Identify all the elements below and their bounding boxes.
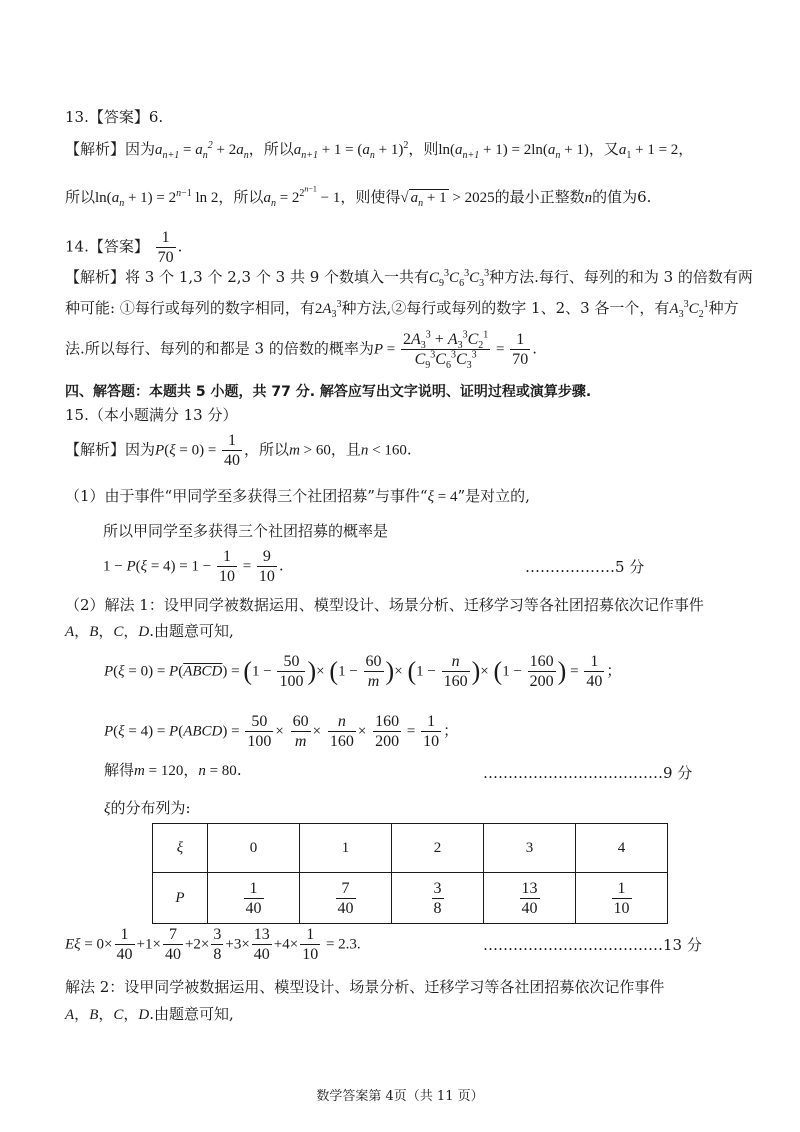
table-head-p: P <box>153 873 208 924</box>
q15-part1: （1）由于事件“甲同学至多获得三个社团招募”与事件“ξ = 4”是对立的, <box>65 487 530 505</box>
q14-line1: 【解析】将 3 个 1,3 个 2,3 个 3 共 9 个数填入一共有$C_9^3C_6^3C_3^3$种方法.每行、每列的和为 3 的倍数有两 <box>65 268 753 289</box>
q15-part1-formula: 1 − P(ξ = 4) = 1 − $\frac{1}{10}$ = $\frac{9}{10}$ . <box>103 548 284 585</box>
formula-p0: P(ξ = 0) = P(ABCD) = (1 − $\frac{50}{100}$ )× (1 − $\frac{60}{m}$ )× (1 − $\frac{n}{160}$ )× (1 − $\frac{160}{200}$ ) = $\frac{1}{40}$ ； <box>104 653 622 690</box>
q14-answer-fraction: $\frac{1}{70}$ <box>157 229 174 266</box>
q14-line3: 法.所以每行、每列的和都是 3 的倍数的概率为P = $\frac{2A_3^3 + A_3^3C_2^1}{C_9^3C_6^3C_3^3}$ = $\frac{1}{70}$ . <box>65 329 538 372</box>
table-cell: 3 <box>484 824 576 873</box>
q13-line1: 【解析】因为$a_{n+1} = a_n^2 + 2a_n$，所以$a_{n+1} + 1 = (a_n + 1)^2$，则$\ln(a_{n+1} + 1) = 2\ln(a_n + 1)$，又$a_1 + 1 = 2$， <box>65 140 694 161</box>
expectation-formula: Eξ = 0× $\frac{1}{40}$ +1× $\frac{7}{40}$ +2× $\frac{3}{8}$ +3× $\frac{13}{40}$ +4× $\frac{1}{10}$ = 2.3. <box>65 926 361 963</box>
table-row <box>153 873 668 924</box>
score-9: ………………………………9 分 <box>483 764 693 782</box>
table-cell: $\frac{1}{10}$ <box>576 873 668 924</box>
q15-part2-events: A，B，C，D.由题意可知, <box>65 622 234 640</box>
q15-title: 15.（本小题满分 13 分） <box>65 406 238 424</box>
distribution-table <box>152 823 668 924</box>
table-cell: $\frac{1}{40}$ <box>208 873 300 924</box>
q15-line1: 【解析】因为P(ξ = 0) = $\frac{1}{40}$ ，所以m > 60，且n < 160. <box>65 432 412 469</box>
page-footer: 数学答案第 4页（共 11 页） <box>316 1089 484 1104</box>
score-5: ………………5 分 <box>525 558 645 576</box>
table-row <box>153 824 668 873</box>
formula-p4: P(ξ = 4) = P(ABCD) = $\frac{50}{100}$ × $\frac{60}{m}$ × $\frac{n}{160}$ × $\frac{160}{200}$ = $\frac{1}{10}$ ； <box>104 713 459 750</box>
solve-line: 解得m = 120，n = 80. <box>104 761 242 779</box>
table-cell: 4 <box>576 824 668 873</box>
dist-intro: ξ的分布列为: <box>104 799 191 817</box>
table-cell: $\frac{7}{40}$ <box>300 873 392 924</box>
score-13: ………………………………13 分 <box>483 936 702 954</box>
table-cell: 2 <box>392 824 484 873</box>
method2-line2: A，B，C，D.由题意可知, <box>65 1005 234 1023</box>
table-cell: 0 <box>208 824 300 873</box>
q13-line2: 所以$\ln(a_n + 1) = 2^{n-1}$ ln 2，所以$a_n = 2^{2^{n-1}} - 1$，则使得√ $a_n + 1 > 2025$的最小正整数n的值为6. <box>65 184 652 209</box>
q15-part1-prob: 所以甲同学至多获得三个社团招募的概率是 <box>103 522 389 540</box>
method2-line1: 解法 2：设甲同学被数据运用、模型设计、场景分析、迁移学习等各社团招募依次记作事件 <box>65 978 665 996</box>
table-head-xi: ξ <box>153 824 208 873</box>
table-cell: $\frac{13}{40}$ <box>484 873 576 924</box>
table-cell: $\frac{3}{8}$ <box>392 873 484 924</box>
q14-title: 14.【答案】 $\frac{1}{70}$ . <box>65 229 183 266</box>
q14-line2: 种可能: ①每行或每列的数字相同，有$2A_3^3$种方法,②每行或每列的数字 1、2、3 各一个，有$A_3^3C_2^1$种方 <box>65 299 739 320</box>
q13-title: 13.【答案】6. <box>65 108 164 126</box>
q15-part2-method1: （2）解法 1：设甲同学被数据运用、模型设计、场景分析、迁移学习等各社团招募依次记作事件 <box>65 596 704 614</box>
section-four-heading: 四、解答题：本题共 5 小题，共 77 分. 解答应写出文字说明、证明过程或演算步骤. <box>65 384 592 400</box>
table-cell: 1 <box>300 824 392 873</box>
